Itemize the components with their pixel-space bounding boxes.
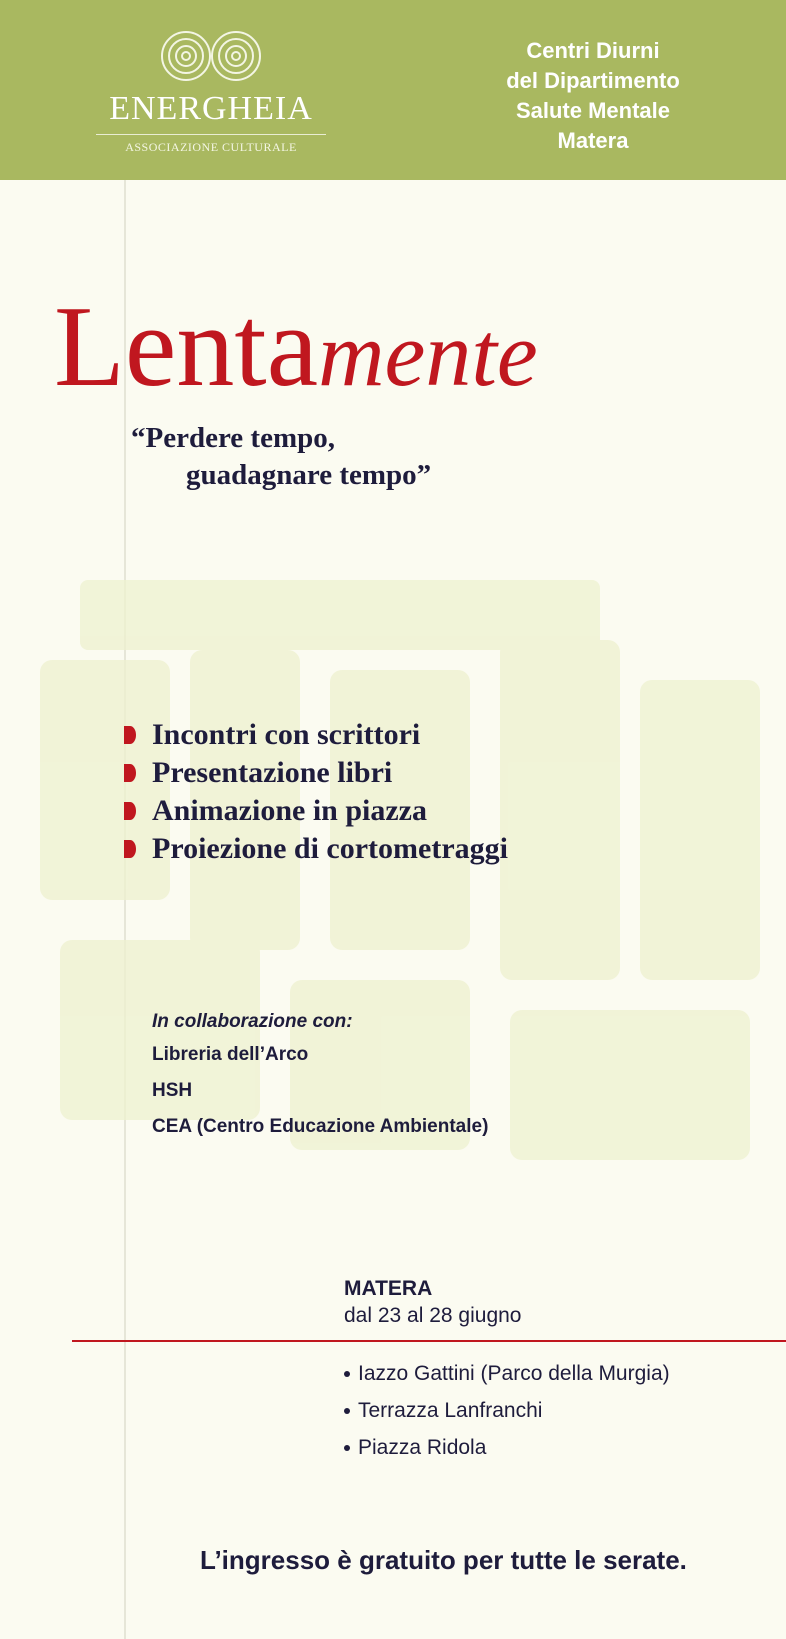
bullet-icon (344, 1408, 350, 1414)
activity-label: Incontri con scrittori (152, 718, 421, 751)
collaboration-section (152, 1007, 488, 1145)
organizer-line: Salute Mentale (515, 98, 671, 123)
subtitle-line-2: guadagnare tempo” (186, 459, 432, 491)
header-band (0, 0, 786, 180)
free-entry-note: L’ingresso è gratuito per tutte le serate. (200, 1545, 687, 1575)
logo-subtitle: ASSOCIAZIONE CULTURALE (125, 140, 297, 154)
logo-divider (96, 134, 326, 135)
venue-label: Piazza Ridola (358, 1436, 487, 1459)
subtitle-quote (131, 420, 551, 494)
event-city: MATERA (344, 1277, 433, 1300)
title-part-2: mente (318, 303, 538, 405)
energheia-logo (96, 28, 326, 168)
activity-item (120, 716, 508, 754)
partner-item: HSH (152, 1080, 193, 1101)
bullet-icon (124, 726, 136, 744)
organizer-line: Centri Diurni (526, 38, 660, 63)
activity-item (120, 830, 508, 868)
event-dates: dal 23 al 28 giugno (344, 1304, 522, 1327)
bullet-icon (344, 1371, 350, 1377)
bullet-icon (344, 1445, 350, 1451)
bullet-icon (124, 802, 136, 820)
venue-label: Terrazza Lanfranchi (358, 1399, 543, 1422)
event-divider (72, 1340, 786, 1342)
bullet-icon (124, 764, 136, 782)
venue-item (344, 1392, 670, 1429)
collaboration-heading: In collaborazione con: (152, 1011, 353, 1032)
activity-label: Presentazione libri (152, 756, 393, 789)
spiral-coins-icon (156, 28, 266, 86)
title-part-1: Lenta (54, 283, 319, 411)
partner-item: CEA (Centro Educazione Ambientale) (152, 1116, 489, 1137)
activity-label: Animazione in piazza (152, 794, 427, 827)
main-title (54, 282, 754, 419)
activity-item (120, 754, 508, 792)
venue-label: Iazzo Gattini (Parco della Murgia) (358, 1362, 670, 1385)
logo-name: ENERGHEIA (109, 90, 313, 127)
activity-label: Proiezione di cortometraggi (152, 832, 508, 865)
bullet-icon (124, 840, 136, 858)
organizer-title (470, 36, 716, 156)
activity-item (120, 792, 508, 830)
organizer-line: Matera (557, 128, 629, 153)
organizer-line: del Dipartimento (506, 68, 680, 93)
activities-list (120, 716, 508, 868)
venues-list (344, 1355, 670, 1466)
venue-item (344, 1429, 670, 1466)
partner-item: Libreria dell’Arco (152, 1044, 309, 1065)
venue-item (344, 1355, 670, 1392)
subtitle-line-1: “Perdere tempo, (131, 422, 335, 454)
